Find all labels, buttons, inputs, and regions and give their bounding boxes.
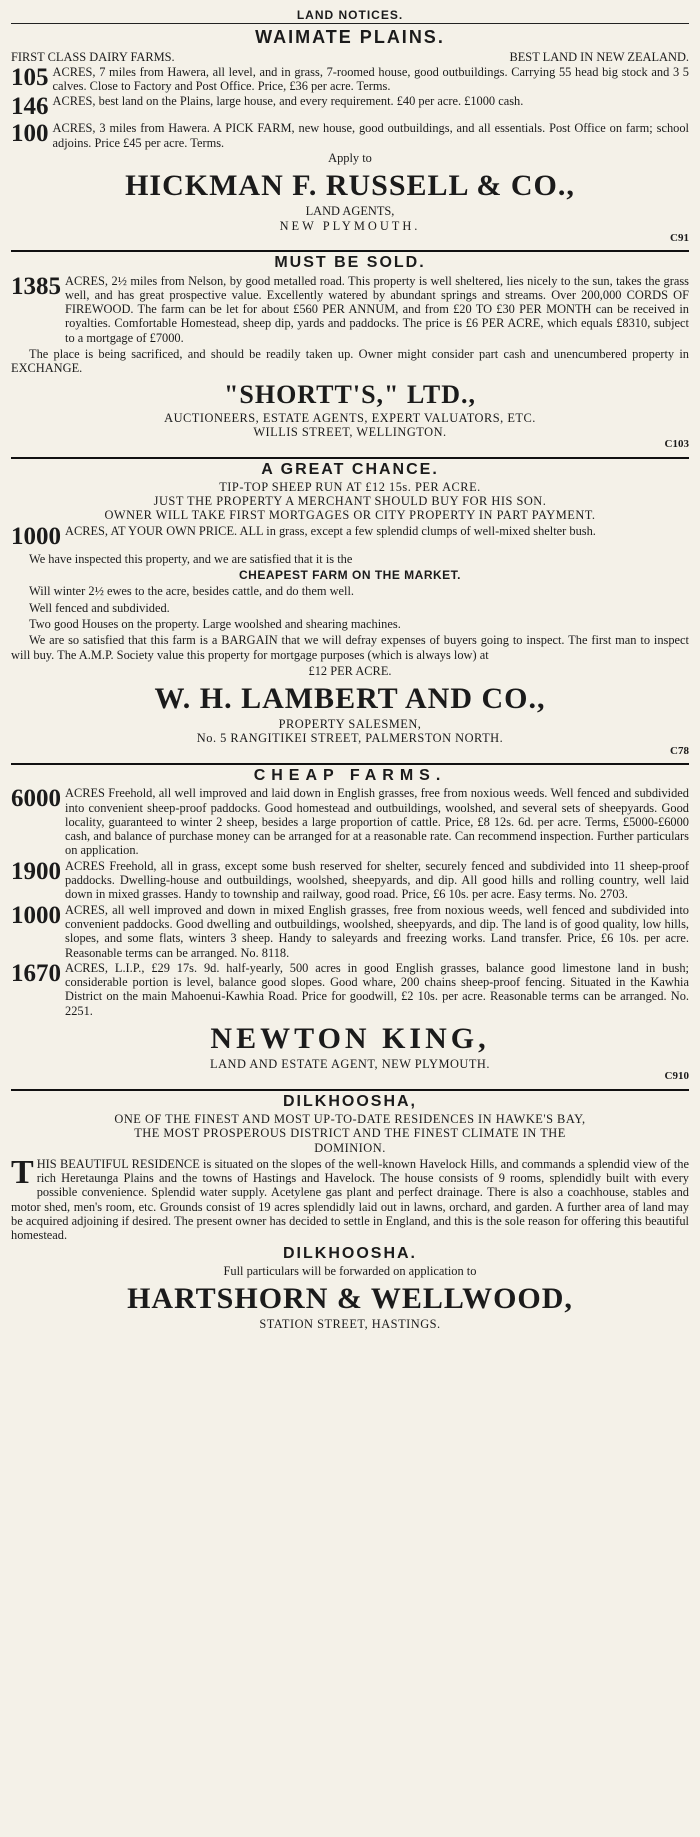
header-rule: [11, 23, 689, 24]
acreage-number: 1385: [11, 272, 61, 300]
firm-name: NEWTON KING,: [210, 1022, 490, 1056]
ad-line: OWNER WILL TAKE FIRST MORTGAGES OR CITY PROPERTY IN PART PAYMENT.: [104, 508, 596, 523]
ad-title: MUST BE SOLD.: [274, 254, 426, 272]
firm-address: STATION STREET, HASTINGS.: [259, 1317, 441, 1332]
listing-text: ACRES, all well improved and down in mixed English grasses, free from noxious weeds, well fenced and subdivided into convenient paddocks. Good dwelling and outbuildings, woolshed, sheepyards, and dip. The land is of good quality, low hills, slopes, and some flats, winters 3 sheep. Handy to saleyards and freezing works. Land transfer. Price, £6 10s. per acre. Reasonable terms can be arranged. No. 8118.: [65, 902, 689, 960]
ad-line: Full particulars will be forwarded on application to: [223, 1263, 477, 1278]
firm-name: "SHORTT'S," LTD.,: [223, 379, 477, 409]
listing-text: ACRES, best land on the Plains, large house, and every requirement. £40 per acre. £1000 cash.: [52, 94, 524, 109]
firm-role: LAND AND ESTATE AGENT, NEW PLYMOUTH.: [210, 1057, 490, 1072]
ad-paragraph: Will winter 2½ ewes to the acre, besides cattle, and do them well.: [29, 584, 354, 599]
apply-to: Apply to: [328, 151, 372, 166]
firm-role: PROPERTY SALESMEN,: [278, 717, 422, 732]
body-text: HIS BEAUTIFUL RESIDENCE is situated on the slopes of the well-known Havelock Hills, and commands a splendid view of the rich Heretaunga Plains and the towns of Hastings and Havelock. The house consists of 9 rooms, splendidly built with every possible convenience. Splendid water supply. Acetylene gas plant and perfect drainage. There is also a coachhouse, stables and motor shed, men's room, etc. Grounds consist of 19 acres splendidly laid out in lawns, orchard, and garden. A further area of land may be acquired adjoining if desired. The present owner has decided to settle in England, and this is the sole reason for offering this beautiful homestead.: [11, 1156, 689, 1243]
ad-line: TIP-TOP SHEEP RUN AT £12 15s. PER ACRE.: [219, 479, 481, 494]
ad-paragraph: The place is being sacrificed, and should be readily taken up. Owner might consider part cash and unencumbered property in EXCHANGE.: [11, 347, 689, 376]
listing-entry: [11, 274, 689, 345]
firm-name: W. H. LAMBERT AND CO.,: [154, 682, 546, 716]
ad-highlight: CHEAPEST FARM ON THE MARKET.: [238, 568, 461, 583]
firm-address: No. 5 RANGITIKEI STREET, PALMERSTON NORTH.: [196, 731, 504, 746]
listing-entry: [11, 903, 689, 960]
ad-title: CHEAP FARMS.: [253, 766, 447, 784]
ad-great-chance: [11, 460, 689, 758]
ad-line: ONE OF THE FINEST AND MOST UP-TO-DATE RESIDENCES IN HAWKE'S BAY,: [114, 1111, 586, 1126]
ad-title: A GREAT CHANCE.: [261, 460, 439, 478]
ad-paragraph: Two good Houses on the property. Large woolshed and shearing machines.: [29, 616, 401, 631]
ad-line: DOMINION.: [314, 1140, 386, 1155]
listing-entry: [11, 65, 689, 94]
acreage-number: 1670: [11, 959, 61, 987]
listing-entry: [11, 121, 689, 150]
firm-role: AUCTIONEERS, ESTATE AGENTS, EXPERT VALUATORS, ETC.: [164, 410, 536, 425]
acreage-number: 146: [11, 93, 49, 121]
ad-reference: C91: [670, 231, 689, 244]
ad-paragraph: We are so satisfied that this farm is a BARGAIN that we will defray expenses of buyers going to inspect. The first man to inspect will buy. The A.M.P. Society value this property for mortgage purposes (which is always low) at: [11, 633, 689, 662]
ad-divider: [11, 763, 689, 765]
acreage-number: 1000: [11, 901, 61, 929]
listing-text: ACRES, 7 miles from Hawera, all level, and in grass, 7-roomed house, good outbuildings. Carrying 55 head big stock and 3 5 calves. Close to Factory and Post Office. Price, £36 per acre. Terms.: [52, 64, 689, 94]
listing-text: ACRES, 3 miles from Hawera. A PICK FARM, new house, good outbuildings, and all essentials. Post Office on farm; school adjoins. Price £45 per acre. Terms.: [52, 121, 689, 150]
listing-text: ACRES, 2½ miles from Nelson, by good metalled road. This property is well sheltered, lies nicely to the sun, takes the grass well, and has great prospective value. Excellently watered by abundant springs and streams. Over 200,000 CORDS OF FIREWOOD. The farm can be let for about £560 PER ANNUM, and from £20 TO £30 PER MONTH can be received in royalties. Comfortable Homestead, sheep dip, yards and paddocks. The price is £6 PER ACRE, which equals £8310, subject to a mortgage of £7000.: [65, 273, 689, 345]
acreage-number: 100: [11, 120, 49, 148]
ad-reference: C103: [664, 438, 689, 451]
ad-cheap-farms: [11, 766, 689, 1084]
acreage-number: 6000: [11, 785, 61, 813]
ad-must-be-sold: [11, 256, 689, 451]
ad-divider: [11, 457, 689, 459]
listing-entry: [11, 786, 689, 857]
subheading-left: FIRST CLASS DAIRY FARMS.: [11, 49, 175, 64]
ad-body: [11, 1153, 689, 1243]
ad-dilkhoosha: [11, 1092, 689, 1332]
listing-text: ACRES Freehold, all well improved and laid down in English grasses, free from noxious weeds. Well fenced and subdivided into convenient sheep-proof paddocks. Good homestead and outbuildings, woolshed, and several sets of sheepyards. Good locality, guaranteed to winter 2 sheep, besides a large proportion of cattle. Price, £8 12s. 6d. per acre. Terms, £5000-£6000 cash, and balance of purchase money can be arranged for at a reasonable rate. Can recommend inspection. Further particulars on application.: [65, 786, 689, 858]
firm-role: LAND AGENTS,: [305, 204, 395, 219]
ad-reference: C910: [664, 1070, 689, 1083]
listing-entry: [11, 859, 689, 902]
ad-divider: [11, 250, 689, 252]
listing-text: ACRES, AT YOUR OWN PRICE. ALL in grass, except a few splendid clumps of well-mixed shelter bush.: [65, 523, 596, 538]
subheading-right: BEST LAND IN NEW ZEALAND.: [509, 49, 689, 64]
ad-reference: C78: [670, 744, 689, 757]
listing-entry: [11, 524, 689, 550]
drop-cap: T: [11, 1153, 34, 1191]
listing-text: ACRES Freehold, all in grass, except some bush reserved for shelter, securely fenced and subdivided into 11 sheep-proof paddocks. Dwelling-house and outbuildings, woolshed, sheepyards, and dip. All good hills and rolling country, well laid down in mixed grasses. Handy to township and railway, good road. Price, £6 10s. per acre. Easy terms. No. 2703.: [65, 858, 689, 902]
ad-waimate-plains: [11, 27, 689, 245]
acreage-number: 1000: [11, 522, 61, 550]
listing-entry: [11, 94, 689, 120]
ad-subheading: [11, 50, 689, 64]
ad-divider: [11, 1089, 689, 1091]
ad-price: £12 PER ACRE.: [308, 663, 392, 678]
ad-paragraph: Well fenced and subdivided.: [29, 600, 170, 615]
acreage-number: 105: [11, 63, 49, 91]
ad-paragraph: We have inspected this property, and we are satisfied that it is the: [29, 551, 353, 566]
section-header: LAND NOTICES.: [296, 8, 404, 22]
ad-line: JUST THE PROPERTY A MERCHANT SHOULD BUY FOR HIS SON.: [153, 494, 547, 509]
listing-entry: [11, 961, 689, 1018]
newspaper-page: [5, 0, 695, 1331]
ad-line: THE MOST PROSPEROUS DISTRICT AND THE FINEST CLIMATE IN THE: [134, 1126, 566, 1141]
listing-text: ACRES, L.I.P., £29 17s. 9d. half-yearly, 500 acres in good English grasses, balance good limestone land in bush; considerable portion is level, balance good slopes. Good whare, 200 chains sheep-proof fencing. Situated in the Kawhia District on the main Mahoenui-Kawhia Road. Price for goodwill, £2 10s. per acre. Reasonable terms can be arranged. No. 2251.: [65, 960, 689, 1018]
acreage-number: 1900: [11, 857, 61, 885]
firm-place: NEW PLYMOUTH.: [279, 218, 421, 233]
ad-subtitle: DILKHOOSHA.: [283, 1244, 417, 1262]
ad-title: WAIMATE PLAINS.: [255, 27, 445, 48]
ad-title: DILKHOOSHA,: [283, 1092, 417, 1110]
firm-name: HICKMAN F. RUSSELL & CO.,: [125, 169, 575, 203]
firm-name: HARTSHORN & WELLWOOD,: [127, 1282, 573, 1316]
firm-address: WILLIS STREET, WELLINGTON.: [253, 424, 447, 439]
